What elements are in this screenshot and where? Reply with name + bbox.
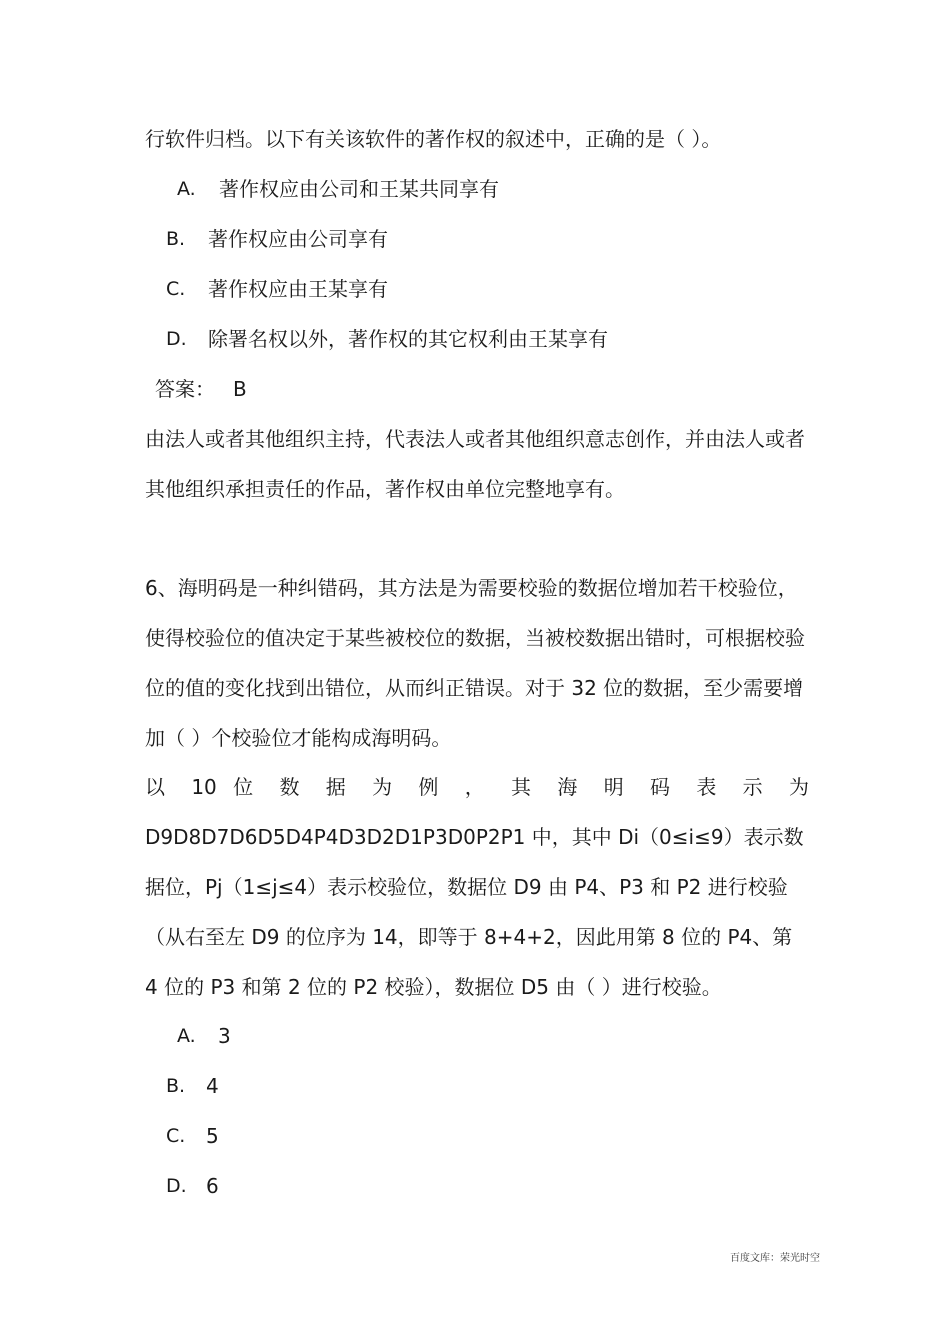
- q6-option-a-letter: A.: [177, 1025, 196, 1047]
- q5-option-d-text: 除署名权以外，著作权的其它权利由王某享有: [208, 327, 608, 351]
- q5-option-b-text: 著作权应由公司享有: [208, 227, 388, 251]
- q6-option-d-text: 6: [206, 1174, 219, 1198]
- q6-option-c-letter: C.: [166, 1125, 186, 1147]
- q6-example-rest: D9D8D7D6D5D4P4D3D2D1P3D0P2P1 中，其中 Di（0≤i≤9）表示数据位，Pj（1≤j≤4）表示校验位，数据位 D9 由 P4、P3 和 P2 进行校验（从右至左 D9 的位序为 14，即等于 8+4+2，因此用第 8 位的 P4、第 4 位的 P3 和第 2 位的 P2 校验），数据位 D5 由（ ）进行校验。: [145, 825, 804, 999]
- q5-option-c-letter: C.: [166, 278, 186, 300]
- question-5-stem-tail: 行软件归档。以下有关该软件的著作权的叙述中，正确的是（ ）。: [145, 127, 722, 151]
- q6-option-a-text: 3: [218, 1024, 231, 1048]
- page-footer: 百度文库：荣光时空: [730, 1253, 820, 1264]
- q5-option-c-text: 著作权应由王某享有: [208, 277, 388, 301]
- question-6-stem: 6、海明码是一种纠错码，其方法是为需要校验的数据位增加若干校验位，使得校验位的值决定于某些被校位的数据，当被校数据出错时，可根据校验位的值的变化找到出错位，从而纠正错误。对于 32 位的数据，至少需要增加（ ）个校验位才能构成海明码。: [145, 576, 805, 750]
- q6-option-c-text: 5: [206, 1124, 219, 1148]
- q6-option-b-text: 4: [206, 1074, 219, 1098]
- q6-option-d-letter: D.: [166, 1175, 187, 1197]
- q5-explanation: 由法人或者其他组织主持，代表法人或者其他组织意志创作，并由法人或者其他组织承担责任的作品，著作权由单位完整地享有。: [145, 427, 805, 501]
- q5-answer-label: 答案：: [155, 377, 215, 401]
- q6-example-line1: 以 10 位 数 据 为 例 ， 其 海 明 码 表 示 为: [145, 775, 809, 799]
- q5-option-d-letter: D.: [166, 328, 187, 350]
- q5-option-b-letter: B.: [166, 228, 186, 250]
- q5-option-a-letter: A.: [177, 178, 196, 200]
- q5-answer-value: B: [233, 377, 247, 401]
- q6-option-b-letter: B.: [166, 1075, 186, 1097]
- q5-option-a-text: 著作权应由公司和王某共同享有: [219, 177, 499, 201]
